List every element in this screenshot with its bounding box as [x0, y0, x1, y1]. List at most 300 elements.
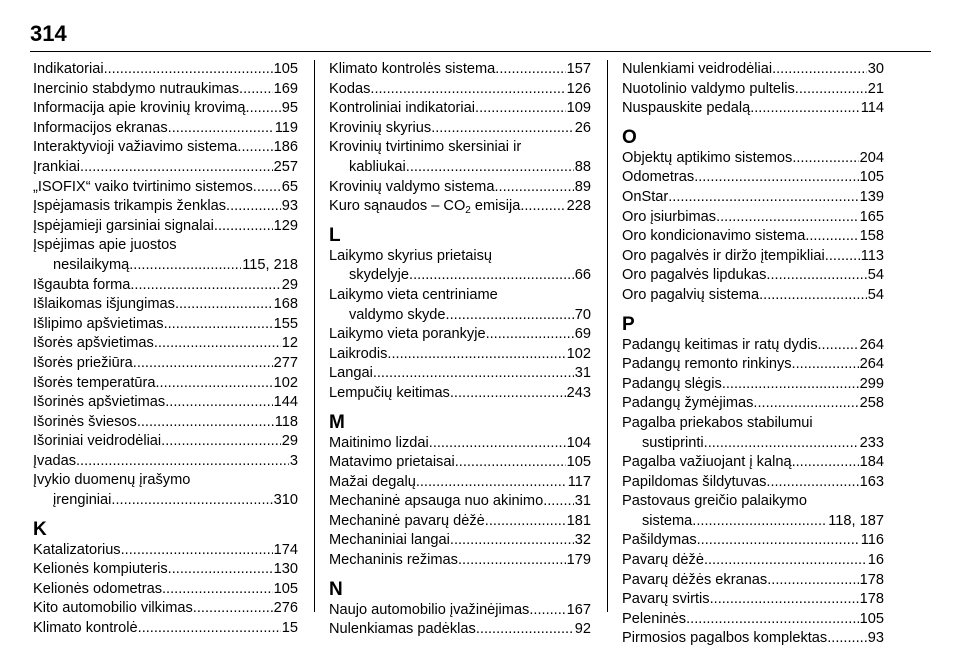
- index-term: [622, 286, 759, 306]
- index-term-text: Kodas: [329, 80, 371, 97]
- index-term: [622, 531, 697, 551]
- index-entry: [329, 434, 591, 454]
- index-entry: [329, 345, 591, 365]
- index-entry: [622, 247, 884, 267]
- page-reference: 178: [859, 591, 884, 608]
- index-term: [622, 375, 722, 395]
- dot-leader: [373, 364, 574, 384]
- dot-leader: [138, 619, 281, 639]
- dot-leader: [154, 334, 281, 354]
- dot-leader: [750, 99, 860, 119]
- dot-leader: [450, 384, 566, 404]
- index-term-text: Objektų aptikimo sistemos: [622, 149, 793, 166]
- index-term: [33, 315, 164, 335]
- dot-leader: [792, 453, 859, 473]
- page-reference: 104: [566, 434, 591, 451]
- dot-leader: [686, 610, 859, 630]
- index-term: [329, 434, 429, 454]
- page-reference: 117: [567, 473, 591, 490]
- index-term-text: Interaktyvioji važiavimo sistema.: [33, 139, 242, 156]
- index-term-text: Įvadas: [33, 452, 76, 469]
- dot-leader: [111, 491, 272, 511]
- index-entry: [33, 560, 298, 580]
- page-reference: 276: [273, 600, 298, 617]
- index-entry: [622, 531, 884, 551]
- index-term-tail: sistema: [642, 512, 693, 529]
- index-entry: [329, 551, 591, 571]
- index-entry: [329, 60, 591, 80]
- index-term: [33, 276, 130, 296]
- index-term-text: Oro įsiurbimas: [622, 208, 717, 225]
- page-reference: 65: [281, 178, 298, 195]
- index-entry: [33, 315, 298, 335]
- dot-leader: [543, 492, 574, 512]
- index-term-tail: valdymo skyde: [349, 306, 446, 323]
- index-entry: [33, 178, 298, 198]
- page-number: 314: [30, 21, 67, 46]
- index-term: [33, 80, 239, 100]
- index-entry: [622, 168, 884, 188]
- index-term-text: Padangų žymėjimas: [622, 395, 754, 412]
- subscript: 2: [465, 205, 471, 217]
- page-reference: 109: [566, 100, 591, 117]
- index-entry: [329, 492, 591, 512]
- index-term-text: Išgaubta forma: [33, 276, 131, 293]
- index-term: [329, 492, 543, 512]
- index-term: [33, 599, 193, 619]
- index-term: Pastovaus greičio palaikymo: [622, 493, 807, 510]
- index-term-text: Informacija apie krovinių krovimą: [33, 100, 246, 117]
- page-reference: 163: [859, 473, 884, 490]
- index-term-text: Išorės temperatūra: [33, 374, 156, 391]
- page-reference: 228: [566, 198, 591, 215]
- index-term-text: Oro pagalvių sistema: [622, 286, 760, 303]
- dot-leader: [485, 512, 566, 532]
- index-term: [329, 325, 486, 345]
- index-entry: [622, 492, 884, 531]
- dot-leader: [387, 345, 565, 365]
- page-reference: 168: [273, 296, 298, 313]
- index-term: [329, 531, 450, 551]
- page-reference: 118: [274, 413, 298, 430]
- column-divider: [607, 60, 608, 612]
- page-reference: 264: [859, 356, 884, 373]
- index-entry: [622, 80, 884, 100]
- page-reference: 3: [289, 452, 298, 469]
- dot-leader: [129, 256, 241, 276]
- dot-leader: [130, 276, 280, 296]
- dot-leader: [759, 286, 867, 306]
- index-term: [329, 453, 455, 473]
- dot-leader: [409, 266, 574, 286]
- index-term: [329, 512, 485, 532]
- index-term: [622, 188, 668, 208]
- index-term: [622, 590, 710, 610]
- dot-leader: [165, 393, 272, 413]
- index-term-text: Mechaninė pavarų dėžė: [329, 512, 485, 529]
- index-term-text: Kuro sąnaudos – CO: [329, 198, 466, 215]
- index-term-text: emisija: [470, 198, 521, 215]
- dot-leader: [164, 315, 273, 335]
- dot-leader: [161, 432, 281, 452]
- dot-leader: [825, 247, 860, 267]
- page-reference: 144: [273, 394, 298, 411]
- index-term: [33, 60, 104, 80]
- index-term-text: Išorinės šviesos: [33, 413, 137, 430]
- index-entry: [622, 473, 884, 493]
- index-entry: [329, 601, 591, 621]
- index-term-text: Padangų remonto rinkinys: [622, 356, 792, 373]
- page-reference: 70: [574, 306, 591, 323]
- page-reference: 21: [867, 80, 884, 97]
- index-term: [622, 551, 704, 571]
- index-term: [329, 620, 476, 640]
- section-letter: K: [33, 518, 47, 540]
- page-reference: 105: [273, 61, 298, 77]
- index-term-text: Nuotolinio valdymo pultelis: [622, 80, 795, 97]
- page-reference: 130: [273, 561, 298, 578]
- index-entry: [622, 453, 884, 473]
- index-entry: [33, 334, 298, 354]
- dot-leader: [494, 178, 573, 198]
- index-column-1: [33, 60, 298, 637]
- index-term: [329, 197, 520, 217]
- page-reference: 32: [574, 532, 591, 549]
- page-reference: 66: [574, 267, 591, 284]
- index-entry: [329, 178, 591, 198]
- index-term: [329, 345, 387, 365]
- dot-leader: [446, 306, 574, 326]
- index-term-continuation: [329, 266, 591, 286]
- page-reference: 29: [281, 276, 298, 293]
- index-entry: [33, 80, 298, 100]
- dot-leader: [486, 325, 574, 345]
- index-term-text: Laikymo vieta porankyje: [329, 326, 486, 343]
- index-term-text: Mechaninis režimas: [329, 552, 458, 569]
- index-term: [33, 295, 175, 315]
- dot-leader: [476, 620, 574, 640]
- index-entry: [622, 149, 884, 169]
- index-term-text: Oro pagalvės lipdukas: [622, 267, 767, 284]
- page-reference: 257: [273, 158, 298, 175]
- page-reference: 155: [273, 315, 298, 332]
- index-term: [329, 119, 431, 139]
- page-reference: 113: [860, 247, 884, 264]
- index-term-text: Padangų slėgis: [622, 375, 722, 392]
- index-entry: [622, 375, 884, 395]
- index-term: [329, 384, 450, 404]
- page-reference: 179: [566, 552, 591, 569]
- index-entry: [622, 208, 884, 228]
- dot-leader: [772, 60, 867, 80]
- index-entry: [622, 227, 884, 247]
- index-entry: [33, 432, 298, 452]
- index-term-text: Kito automobilio vilkimas: [33, 600, 193, 617]
- index-term: Krovinių tvirtinimo skersiniai ir: [329, 139, 522, 156]
- page-reference: 105: [859, 169, 884, 186]
- index-term-text: Nulenkiamas padėklas: [329, 621, 476, 638]
- index-entry: [33, 413, 298, 433]
- index-entry: [329, 473, 591, 493]
- index-entry: [622, 571, 884, 591]
- index-term-text: Oro pagalvės ir diržo įtempikliai: [622, 247, 825, 264]
- page-reference: 169: [273, 80, 298, 97]
- dot-leader: [239, 80, 273, 100]
- index-term-text: Inercinio stabdymo nutraukimas: [33, 80, 240, 97]
- dot-leader: [520, 197, 565, 217]
- page-reference: 310: [273, 492, 298, 509]
- index-entry: [33, 471, 298, 510]
- index-term: [329, 364, 373, 384]
- dot-leader: [241, 138, 272, 158]
- index-entry: [33, 354, 298, 374]
- index-term: [622, 247, 825, 267]
- index-term: [33, 158, 80, 178]
- dot-leader: [805, 227, 858, 247]
- section-letter: L: [329, 224, 341, 246]
- page-reference: 29: [281, 433, 298, 450]
- index-term: [622, 336, 818, 356]
- index-term-text: Lempučių keitimas: [329, 384, 450, 401]
- index-entry: [622, 629, 884, 649]
- index-term-text: Pašildymas: [622, 532, 697, 549]
- index-entry: [329, 364, 591, 384]
- index-term: [33, 217, 214, 237]
- section-letter: M: [329, 411, 345, 433]
- page-reference: 16: [867, 552, 884, 569]
- index-entry: [622, 266, 884, 286]
- index-entry: [622, 355, 884, 375]
- index-term: [622, 571, 767, 591]
- index-entry: [33, 619, 298, 639]
- index-entry: [622, 188, 884, 208]
- page-reference: 88: [574, 158, 591, 175]
- index-term-tail: kabliukai: [349, 158, 406, 175]
- dot-leader: [133, 354, 273, 374]
- index-entry: [622, 610, 884, 630]
- dot-leader: [193, 599, 273, 619]
- index-entry: [33, 276, 298, 296]
- index-entry: [33, 99, 298, 119]
- index-term-continuation: [622, 434, 884, 454]
- index-entry: [622, 60, 884, 80]
- page-reference: 54: [867, 267, 884, 284]
- index-entry: [33, 119, 298, 139]
- dot-leader: [704, 551, 867, 571]
- index-term: [33, 334, 154, 354]
- dot-leader: [529, 601, 565, 621]
- dot-leader: [80, 158, 273, 178]
- index-term: [329, 601, 529, 621]
- index-term-text: Įrankiai: [33, 158, 81, 175]
- index-term: [622, 168, 694, 188]
- section-letter: O: [622, 126, 637, 148]
- index-term: [33, 374, 155, 394]
- index-entry: [329, 531, 591, 551]
- index-entry: [329, 247, 591, 286]
- index-entry: [329, 119, 591, 139]
- dot-leader: [704, 434, 859, 454]
- index-term: [329, 178, 494, 198]
- index-term: [33, 432, 161, 452]
- dot-leader: [226, 197, 281, 217]
- dot-leader: [766, 473, 858, 493]
- dot-leader: [175, 295, 273, 315]
- dot-leader: [121, 541, 273, 561]
- dot-leader: [697, 531, 860, 551]
- index-term-text: Išlipimo apšvietimas: [33, 315, 164, 332]
- page-reference: 115, 218: [242, 256, 298, 273]
- index-term: [329, 473, 416, 493]
- index-entry: [329, 384, 591, 404]
- page-reference: 114: [860, 100, 884, 117]
- section-letter: N: [329, 578, 343, 600]
- index-term-text: Laikrodis: [329, 345, 388, 362]
- page-reference: 12: [281, 335, 298, 352]
- index-term-text: „ISOFIX“ vaiko tvirtinimo sistemos: [33, 178, 253, 195]
- index-term-text: Pavarų dėžė: [622, 552, 704, 569]
- dot-leader: [162, 580, 273, 600]
- index-term-text: Krovinių skyrius: [329, 119, 432, 136]
- index-entry: [33, 580, 298, 600]
- index-term-text: Kelionės odometras: [33, 580, 162, 597]
- index-term: [622, 60, 772, 80]
- index-entry: [33, 236, 298, 275]
- page-reference: 277: [273, 354, 298, 371]
- index-entry: [329, 453, 591, 473]
- page-reference: 129: [273, 217, 298, 234]
- index-term: [622, 149, 792, 169]
- index-term-text: Pirmosios pagalbos komplektas: [622, 630, 828, 647]
- index-term: [622, 208, 716, 228]
- page-reference: 102: [273, 374, 298, 391]
- index-entry: [329, 138, 591, 177]
- index-term: Įvykio duomenų įrašymo: [33, 472, 191, 489]
- index-term: Laikymo skyrius prietaisų: [329, 247, 493, 264]
- index-term: [33, 413, 137, 433]
- index-entry: [329, 620, 591, 640]
- index-term-text: Išorės priežiūra: [33, 354, 133, 371]
- index-term: Pagalba priekabos stabilumui: [622, 414, 813, 431]
- dot-leader: [104, 60, 273, 80]
- page-reference: 30: [867, 61, 884, 77]
- dot-leader: [767, 571, 858, 591]
- page-reference: 54: [867, 286, 884, 303]
- index-term-continuation: [622, 512, 884, 532]
- index-term-text: Katalizatorius: [33, 541, 121, 558]
- index-entry: [622, 286, 884, 306]
- index-term: [329, 80, 370, 100]
- page-reference: 93: [281, 198, 298, 215]
- index-term: [33, 452, 76, 472]
- index-entry: [329, 286, 591, 325]
- index-entry: [622, 394, 884, 414]
- index-entry: [622, 551, 884, 571]
- page-reference: 158: [859, 228, 884, 245]
- dot-leader: [406, 158, 574, 178]
- index-term-text: Indikatoriai: [33, 61, 104, 77]
- page-reference: 31: [574, 493, 591, 510]
- index-column-3: [622, 60, 884, 647]
- dot-leader: [795, 80, 867, 100]
- page-reference: 95: [281, 100, 298, 117]
- dot-leader: [766, 266, 866, 286]
- page-reference: 299: [859, 375, 884, 392]
- index-term: [622, 80, 795, 100]
- page-reference: 26: [574, 119, 591, 136]
- index-term-text: Pavarų svirtis: [622, 591, 710, 608]
- dot-leader: [246, 99, 281, 119]
- section-letter: P: [622, 313, 635, 335]
- index-term-text: Kontroliniai indikatoriai: [329, 100, 476, 117]
- dot-leader: [455, 453, 566, 473]
- index-column-2: [329, 60, 591, 638]
- index-term: [33, 99, 246, 119]
- page-reference: 178: [859, 571, 884, 588]
- dot-leader: [710, 590, 859, 610]
- page-reference: 184: [859, 454, 884, 471]
- index-entry: [33, 217, 298, 237]
- index-term-text: Langai: [329, 365, 373, 382]
- index-term: [33, 541, 121, 561]
- index-term-text: Papildomas šildytuvas: [622, 473, 767, 490]
- index-term-text: Įspėjamasis trikampis ženklas: [33, 198, 227, 215]
- index-term: [622, 453, 792, 473]
- index-term-text: Klimato kontrolės sistema: [329, 61, 496, 77]
- dot-leader: [76, 452, 289, 472]
- page-reference: 116: [860, 532, 884, 549]
- index-term-text: Maitinimo lizdai: [329, 434, 429, 451]
- index-term: [33, 393, 165, 413]
- page-reference: 186: [273, 139, 298, 156]
- index-term-text: Išorinės apšvietimas: [33, 394, 166, 411]
- index-entry: [329, 512, 591, 532]
- index-term: [33, 560, 168, 580]
- index-entry: [622, 99, 884, 119]
- index-term-text: Išorės apšvietimas: [33, 335, 154, 352]
- index-term: [33, 354, 133, 374]
- dot-leader: [792, 355, 859, 375]
- dot-leader: [214, 217, 273, 237]
- index-entry: [33, 295, 298, 315]
- page-reference: 105: [859, 610, 884, 627]
- page-reference: 15: [281, 620, 298, 637]
- index-entry: [329, 99, 591, 119]
- index-term-text: Nuspauskite pedalą: [622, 100, 751, 117]
- index-term: [33, 119, 168, 139]
- index-term-text: Matavimo prietaisai: [329, 454, 455, 471]
- index-entry: [33, 393, 298, 413]
- index-term-tail: įrenginiai: [53, 492, 112, 509]
- index-term: [33, 580, 162, 600]
- index-term: [329, 551, 458, 571]
- index-entry: [622, 590, 884, 610]
- index-term-text: Mechaniniai langai: [329, 532, 450, 549]
- index-entry: [622, 336, 884, 356]
- page-reference: 204: [859, 149, 884, 166]
- index-term-text: Išlaikomas išjungimas: [33, 296, 175, 313]
- index-term: [622, 610, 686, 630]
- index-term-text: Odometras: [622, 169, 695, 186]
- dot-leader: [495, 60, 565, 80]
- index-term-text: Informacijos ekranas: [33, 119, 168, 136]
- page-reference: 165: [859, 208, 884, 225]
- dot-leader: [753, 394, 858, 414]
- dot-leader: [818, 336, 859, 356]
- index-term-text: Krovinių valdymo sistema: [329, 178, 495, 195]
- index-entry: [33, 541, 298, 561]
- page-reference: 118, 187: [828, 512, 884, 529]
